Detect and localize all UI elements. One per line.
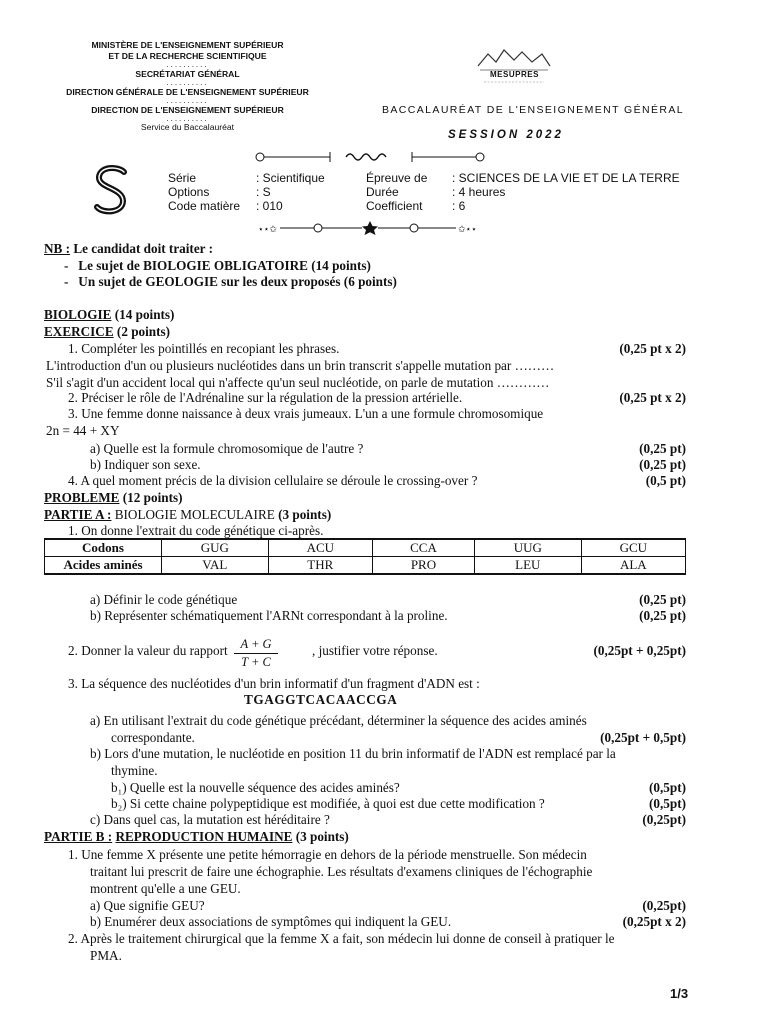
amino-acid-cell: PRO (372, 557, 474, 575)
partie-b-q1-line3: montrent qu'elle a une GEU. (90, 881, 241, 896)
series-s-logo-icon (90, 164, 132, 216)
partie-b-q1a-score: (0,25pt) (642, 898, 686, 913)
partie-b-title: REPRODUCTION HUMAINE (115, 829, 293, 844)
separator-dots: .......... (166, 114, 209, 124)
genetic-code-table (44, 538, 686, 575)
partie-a-label: PARTIE A : (44, 507, 112, 522)
bullet: - (64, 274, 69, 289)
info-value-epreuve: : SCIENCES DE LA VIE ET DE LA TERRE (452, 171, 680, 185)
direction: DIRECTION DE L'ENSEIGNEMENT SUPÉRIEUR (91, 104, 284, 115)
exam-info-values-right (452, 171, 680, 213)
nb-item-2-text: Un sujet de GEOLOGIE sur les deux proposés (6 points) (78, 274, 397, 289)
info-value-options: : S (256, 185, 271, 199)
exercice-heading (44, 324, 170, 340)
info-value-coefficient: : 6 (452, 199, 466, 213)
partie-a-q1a: a) Définir le code génétique (90, 592, 238, 607)
codon-cell: GCU (581, 539, 685, 557)
partie-a-q3c-score: (0,25pt) (642, 812, 686, 827)
partie-a-heading (44, 507, 331, 523)
nb-line (44, 241, 213, 257)
partie-a-q3b-line2: thymine. (111, 763, 158, 778)
probleme-title: PROBLEME (44, 490, 120, 505)
exam-info-labels-right (366, 171, 427, 213)
info-label-duree: Durée (366, 185, 399, 199)
info-label-options: Options (168, 185, 210, 199)
nb-label: NB : (44, 241, 71, 256)
exercice-q3b: b) Indiquer son sexe. (90, 457, 201, 472)
partie-a-q1b-score: (0,25 pt) (639, 608, 686, 623)
amino-acid-cell: ALA (581, 557, 685, 575)
info-label-epreuve: Épreuve de (366, 171, 428, 185)
exam-info-labels-left (168, 171, 240, 213)
info-value-serie: : Scientifique (256, 171, 325, 185)
partie-b-points: (3 points) (292, 829, 349, 844)
partie-a-q3a-line2: correspondante. (111, 730, 195, 745)
row-header-amino-acids: Acides aminés (45, 557, 162, 575)
service: Service du Baccalauréat (140, 122, 235, 133)
ratio-fraction (234, 637, 278, 670)
table-row (45, 539, 686, 557)
info-label-coefficient: Coefficient (366, 199, 423, 213)
nb-item-1-text: Le sujet de BIOLOGIE OBLIGATOIRE (14 points) (78, 258, 371, 273)
partie-a-q3c: c) Dans quel cas, la mutation est héréditaire ? (90, 812, 330, 827)
dna-sequence: TGAGGTCACAACCGA (244, 692, 398, 707)
exercice-q2: 2. Préciser le rôle de l'Adrénaline sur la régulation de la pression artérielle. (68, 390, 463, 405)
biologie-points: (14 points) (111, 307, 175, 322)
partie-a-q3b1-score: (0,5pt) (649, 780, 686, 795)
partie-a-q3a-line1: a) En utilisant l'extrait du code génétique précédant, déterminer la séquence des acides aminés (90, 713, 587, 728)
separator-dots: .......... (166, 96, 209, 106)
nb-item-2 (64, 274, 397, 290)
amino-acid-cell: VAL (162, 557, 269, 575)
row-header-codons: Codons (45, 539, 162, 557)
exercice-q1-line2: S'il s'agit d'un accident local qui n'affecte qu'un seul nucléotide, on parle de mutation ………… (46, 375, 550, 390)
page-number: 1/3 (670, 986, 689, 1001)
exercice-q3a: a) Quelle est la formule chromosomique de l'autre ? (90, 441, 364, 456)
exercice-q4: 4. A quel moment précis de la division cellulaire se déroule le crossing-over ? (68, 473, 478, 488)
nb-title: Le candidat doit traiter : (70, 241, 213, 256)
ministry-line-1: MINISTÈRE DE L'ENSEIGNEMENT SUPÉRIEUR (91, 40, 284, 50)
partie-a-points: (3 points) (274, 507, 332, 522)
separator-dots: .......... (166, 78, 209, 88)
codon-cell: GUG (162, 539, 269, 557)
decorative-rule-top-icon (250, 150, 500, 164)
table-row (45, 557, 686, 575)
partie-a-q1: 1. On donne l'extrait du code génétique ci-après. (68, 523, 324, 538)
partie-a-q3b1: b₁) Quelle est la nouvelle séquence des acides aminés? (111, 780, 400, 795)
decorative-rule-bottom-icon (258, 220, 498, 236)
probleme-heading (44, 490, 182, 506)
bac-title: BACCALAURÉAT DE L'ENSEIGNEMENT GÉNÉRAL (382, 104, 685, 116)
partie-b-q1-line1: 1. Une femme X présente une petite hémorragie en dehors de la période menstruelle. Son médecin (68, 847, 587, 862)
partie-a-q3a-score: (0,25pt + 0,5pt) (600, 730, 686, 745)
exercice-q3-formula: 2n = 44 + XY (46, 423, 120, 438)
exercice-q2-score: (0,25 pt x 2) (619, 390, 686, 405)
direction-generale: DIRECTION GÉNÉRALE DE L'ENSEIGNEMENT SUPÉRIEUR (66, 86, 309, 97)
exercice-q3b-score: (0,25 pt) (639, 457, 686, 472)
codon-cell: CCA (372, 539, 474, 557)
ministry-line-2: ET DE LA RECHERCHE SCIENTIFIQUE (108, 50, 267, 61)
partie-a-q1a-score: (0,25 pt) (639, 592, 686, 607)
ratio-denominator: T + C (241, 655, 271, 669)
nb-item-1 (64, 258, 371, 274)
exercice-title: EXERCICE (44, 324, 114, 339)
partie-b-heading (44, 829, 349, 845)
partie-b-label: PARTIE B : (44, 829, 113, 844)
partie-a-q3b2-score: (0,5pt) (649, 796, 686, 811)
codon-cell: UUG (474, 539, 581, 557)
probleme-points: (12 points) (119, 490, 183, 505)
exam-info-values-left (256, 171, 325, 213)
amino-acid-cell: THR (268, 557, 372, 575)
partie-b-q2-line2: PMA. (90, 948, 122, 963)
exercice-q1-line1: L'introduction d'un ou plusieurs nucléotides dans un brin transcrit s'appelle mutation par ……… (46, 358, 555, 373)
partie-a-q3b2: b₂) Si cette chaine polypeptidique est modifiée, à quoi est due cette modification ? (111, 796, 545, 811)
biologie-title: BIOLOGIE (44, 307, 112, 322)
amino-acid-cell: LEU (474, 557, 581, 575)
biologie-heading (44, 307, 174, 323)
partie-a-q2: 2. Donner la valeur du rapport (68, 643, 228, 658)
partie-a-title: BIOLOGIE MOLECULAIRE (111, 507, 275, 522)
partie-a-q1b: b) Représenter schématiquement l'ARNt correspondant à la proline. (90, 608, 448, 623)
partie-b-q1b: b) Enumérer deux associations de symptômes qui indiquent la GEU. (90, 914, 452, 929)
exercice-points: (2 points) (113, 324, 171, 339)
session-title: SESSION 2022 (448, 129, 564, 141)
ratio-numerator: A + G (234, 637, 278, 654)
secretariat: SECRÉTARIAT GÉNÉRAL (135, 68, 240, 79)
exercice-q3: 3. Une femme donne naissance à deux vrais jumeaux. L'un a une formule chromosomique (68, 406, 544, 421)
svg-text:⋆⋆✩: ⋆⋆✩ (258, 225, 277, 235)
logo-text: MESUPRES (490, 70, 539, 79)
partie-b-q1-line2: traitant lui prescrit de faire une échographie. Les résultats d'examens cliniques de l'échographie (90, 864, 593, 879)
exercice-q1-score: (0,25 pt x 2) (619, 341, 686, 356)
info-value-code: : 010 (256, 199, 283, 213)
separator-dots: .......... (166, 60, 209, 70)
svg-text:✩⋆⋆: ✩⋆⋆ (458, 225, 477, 235)
info-value-duree: : 4 heures (452, 185, 506, 199)
info-label-serie: Série (168, 171, 197, 185)
partie-a-q3b-line1: b) Lors d'une mutation, le nucléotide en position 11 du brin informatif de l'ADN est remplacé par la (90, 746, 616, 761)
exercice-q4-score: (0,5 pt) (645, 473, 686, 488)
partie-a-q2-post: , justifier votre réponse. (312, 643, 438, 658)
partie-a-q3: 3. La séquence des nucléotides d'un brin informatif d'un fragment d'ADN est : (68, 676, 480, 691)
partie-b-q2-line1: 2. Après le traitement chirurgical que la femme X a fait, son médecin lui donne de conseil à pratiquer le (68, 931, 615, 946)
info-label-code: Code matière (168, 199, 241, 213)
exercice-q3a-score: (0,25 pt) (639, 441, 686, 456)
codon-cell: ACU (268, 539, 372, 557)
exercice-q1: 1. Compléter les pointillés en recopiant les phrases. (68, 341, 340, 356)
partie-b-q1a: a) Que signifie GEU? (90, 898, 205, 913)
ministry-header (60, 40, 315, 133)
bullet: - (64, 258, 69, 273)
partie-b-q1b-score: (0,25pt x 2) (622, 914, 686, 929)
partie-a-q2-score: (0,25pt + 0,25pt) (593, 643, 686, 658)
